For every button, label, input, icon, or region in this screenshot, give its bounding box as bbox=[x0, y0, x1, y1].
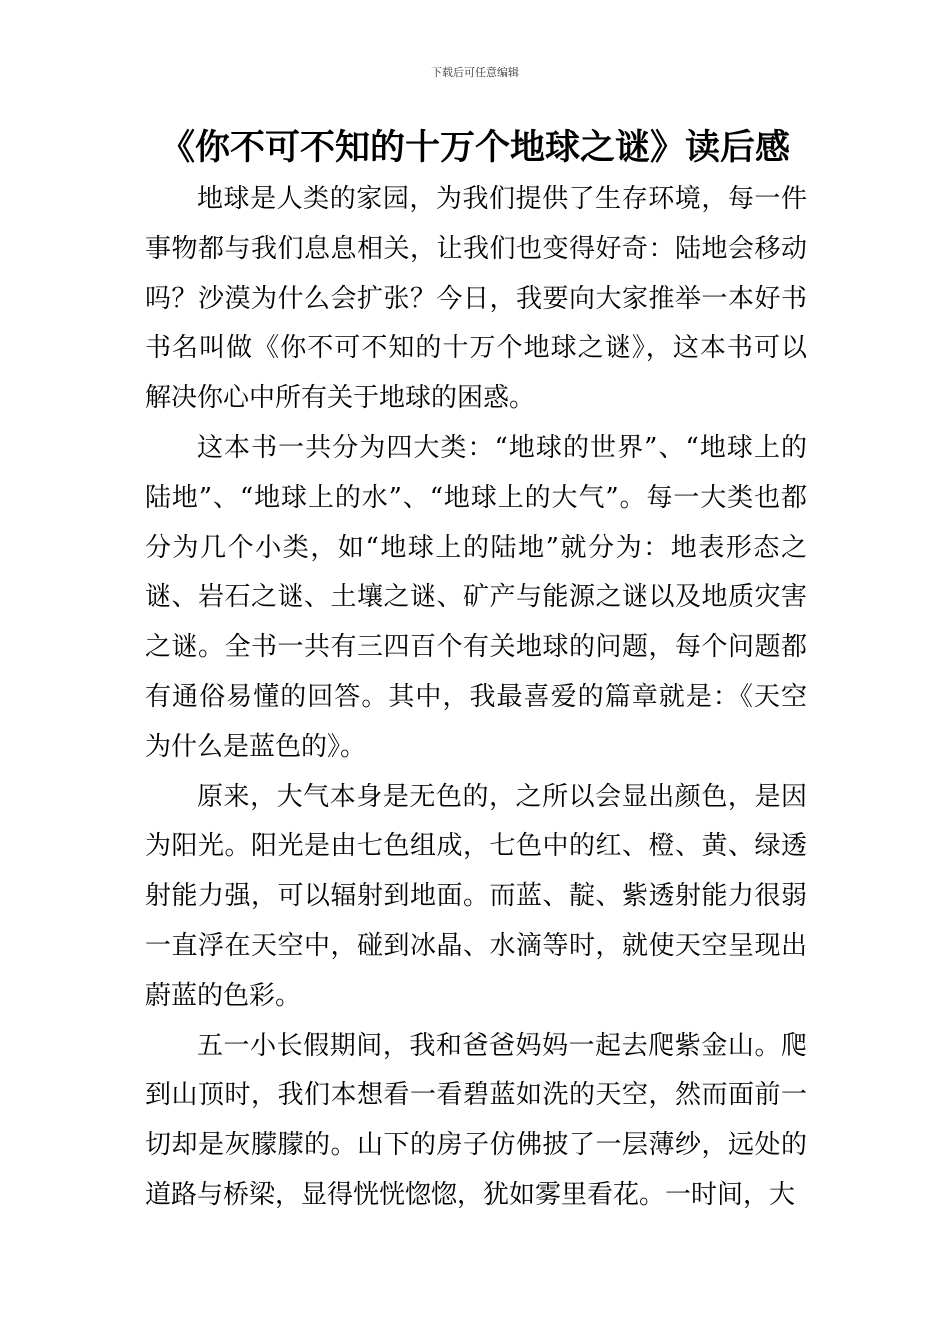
paragraph-1: 地球是人类的家园，为我们提供了生存环境，每一件事物都与我们息息相关，让我们也变得好奇：陆地会移动吗？沙漠为什么会扩张？今日，我要向大家推举一本好书书名叫做《你不可不知的十万个地球之谜》，这本书可以解决你心中所有关于地球的困惑。 bbox=[145, 184, 807, 414]
document-title: 《你不可不知的十万个地球之谜》读后感 bbox=[159, 128, 790, 168]
header-note: 下载后可任意编辑 bbox=[431, 66, 519, 79]
paragraph-2: 这本书一共分为四大类：“地球的世界”、“地球上的陆地”、“地球上的水”、“地球上的大气”。每一大类也都分为几个小类，如“地球上的陆地”就分为：地表形态之谜、岩石之谜、土壤之谜、矿产与能源之谜以及地质灾害之谜。全书一共有三四百个有关地球的问题，每个问题都有通俗易懂的回答。其中，我最喜爱的篇章就是：《天空为什么是蓝色的》。 bbox=[145, 432, 807, 762]
paragraph-4: 五一小长假期间，我和爸爸妈妈一起去爬紫金山。爬到山顶时，我们本想看一看碧蓝如洗的天空，然而面前一切却是灰朦朦的。山下的房子仿佛披了一层薄纱，远处的道路与桥梁，显得恍恍惚惚，犹如雾里看花。一时间，大 bbox=[145, 1030, 807, 1210]
document-body bbox=[145, 175, 807, 1221]
paragraph-3: 原来，大气本身是无色的，之所以会显出颜色，是因为阳光。阳光是由七色组成，七色中的红、橙、黄、绿透射能力强，可以辐射到地面。而蓝、靛、紫透射能力很弱一直浮在天空中，碰到冰晶、水滴等时，就使天空呈现出蔚蓝的色彩。 bbox=[145, 781, 807, 1011]
